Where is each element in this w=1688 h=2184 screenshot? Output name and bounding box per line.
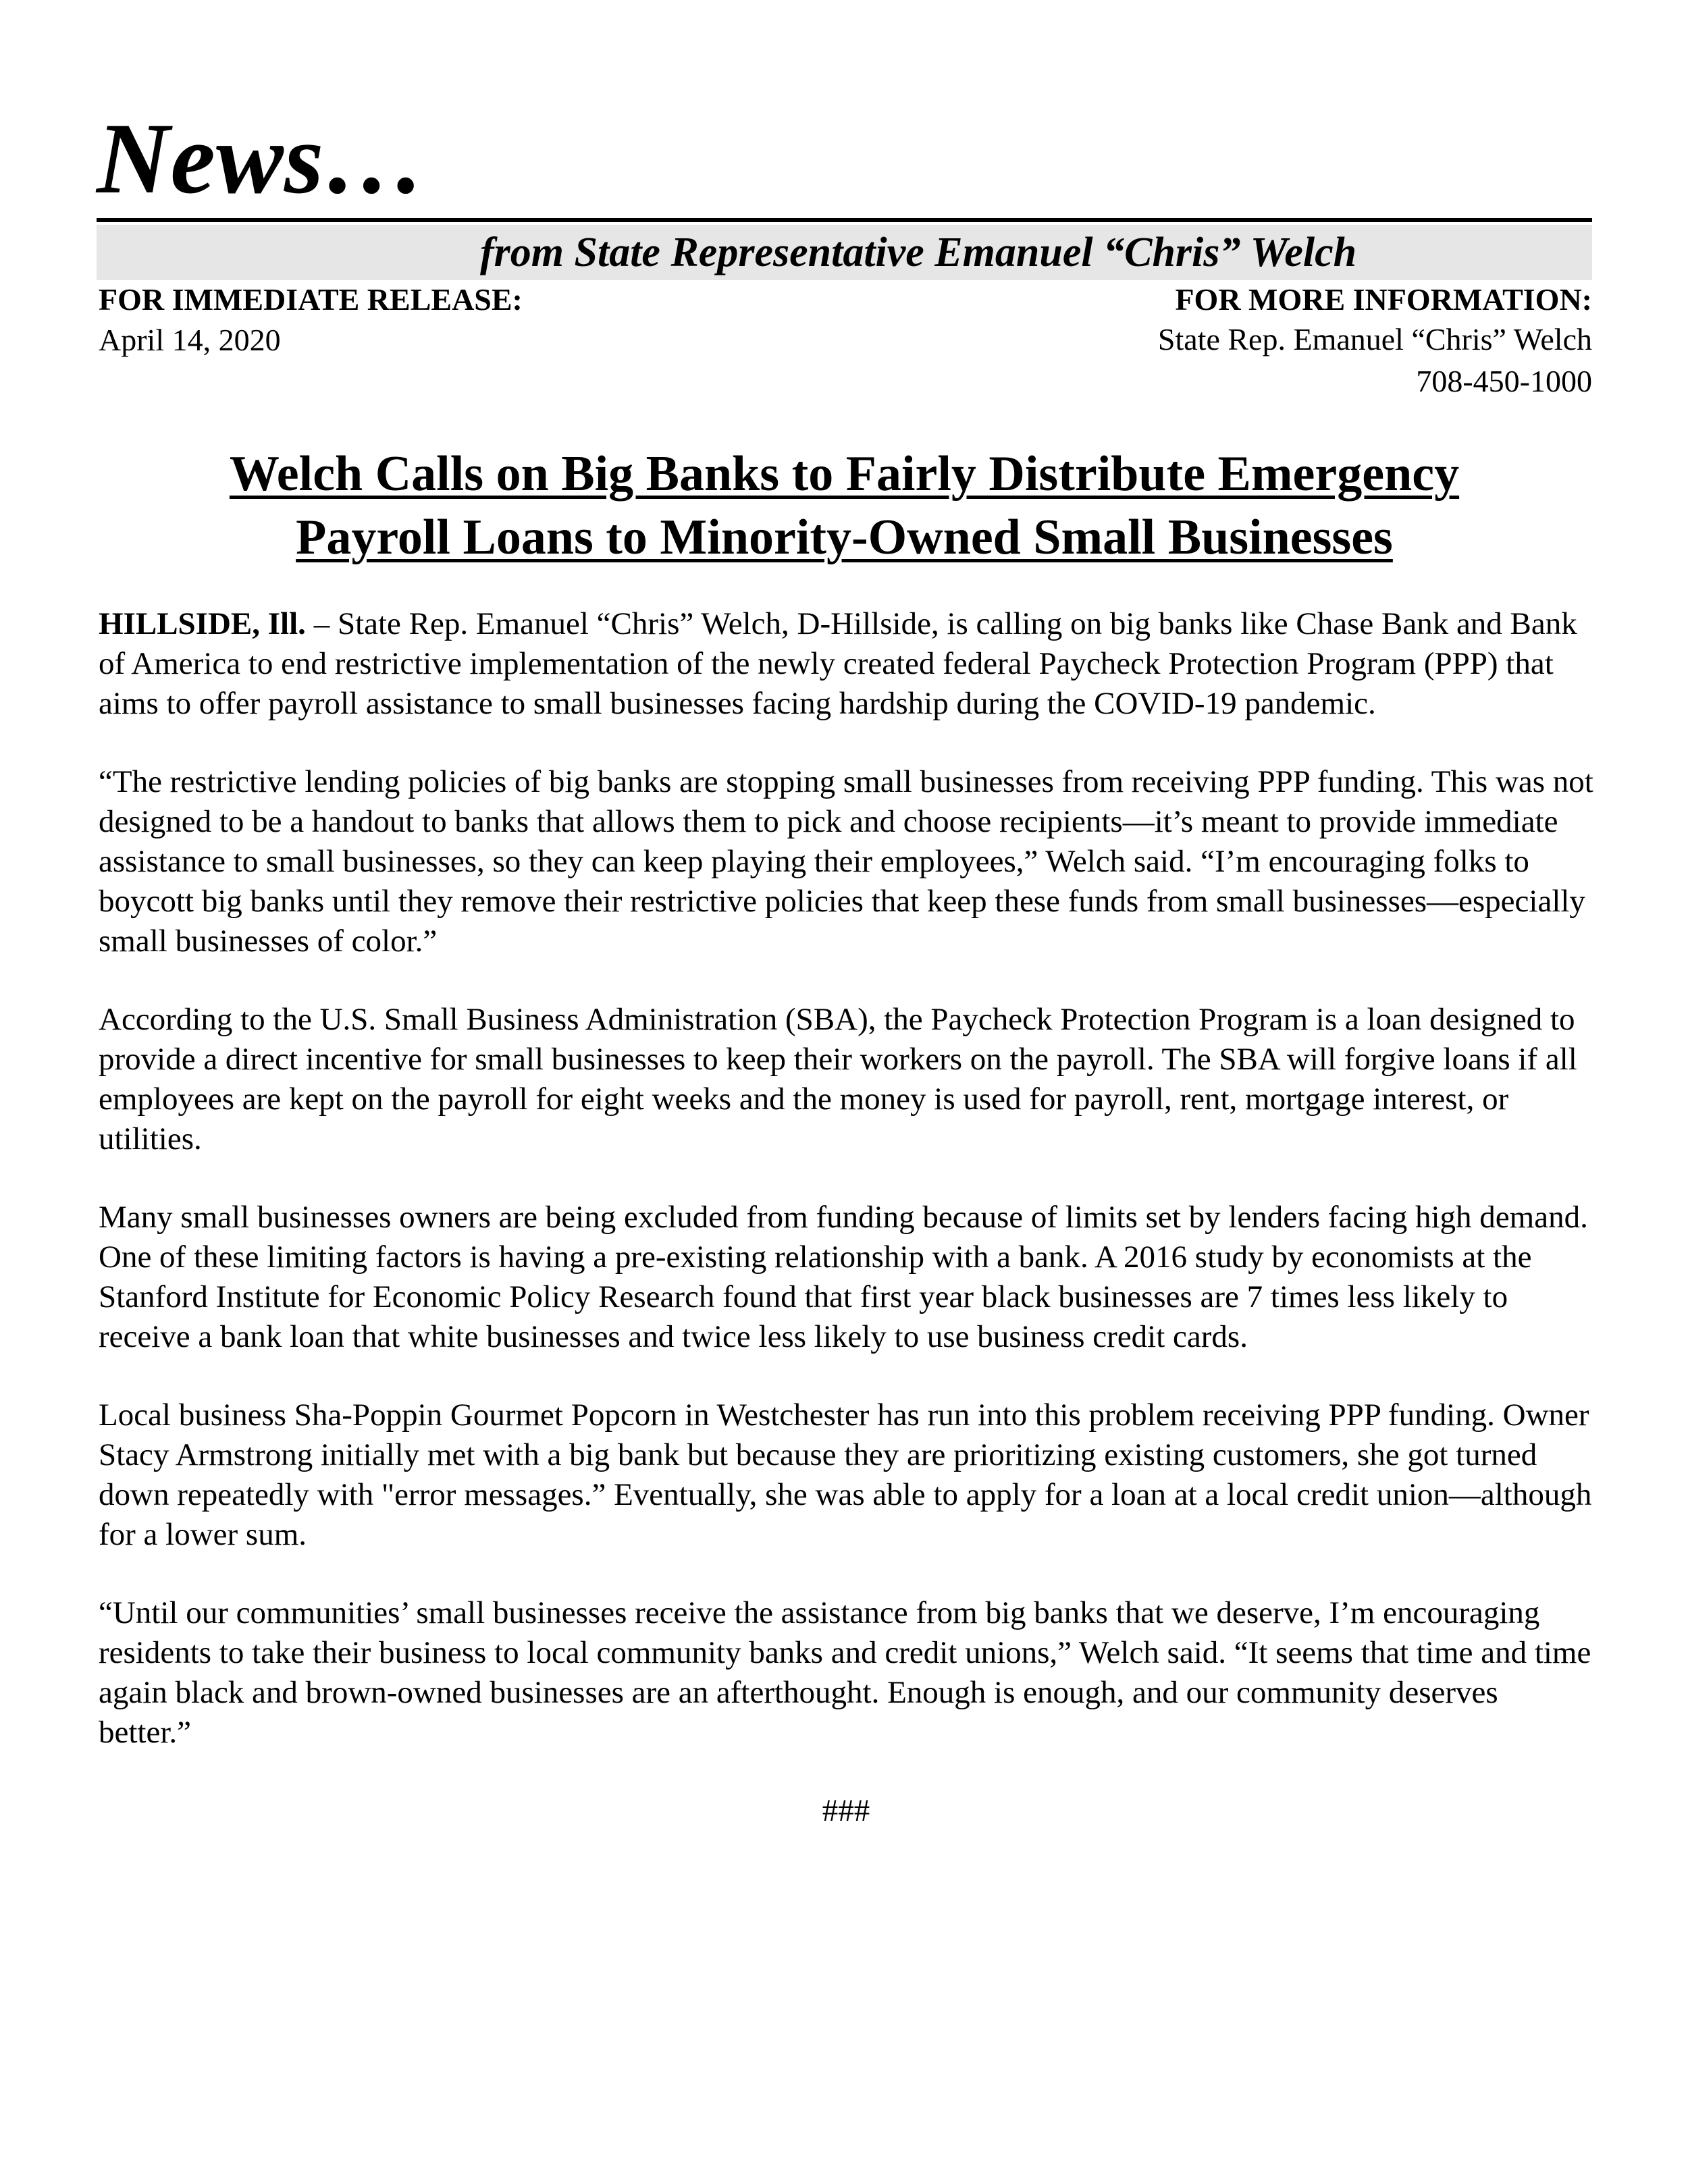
paragraph-6: “Until our communities’ small businesses receive the assistance from big banks that we deserve, I’m encouraging residents to take their business to local community banks and credit unions,” Welch said. “It seems that time and time again black and brown-owned businesses are an afterthought. Enough is enough, and our community deserves better.” (99, 1595, 1591, 1750)
masthead-from-line: from State Representative Emanuel “Chris” Welch (480, 230, 1357, 275)
release-label: FOR IMMEDIATE RELEASE: (99, 282, 523, 317)
contact-phone: 708-450-1000 (1416, 364, 1592, 398)
contact-block (1158, 281, 1592, 402)
release-date: April 14, 2020 (99, 323, 281, 357)
headline (97, 442, 1592, 569)
headline-line-2: Payroll Loans to Minority-Owned Small Businesses (296, 510, 1393, 565)
paragraph-1 (99, 604, 1593, 724)
paragraph-5: Local business Sha-Poppin Gourmet Popcorn in Westchester has run into this problem receiving PPP funding. Owner Stacy Armstrong initially met with a big bank but because they are prioritizing existing customers, she got turned down repeatedly with "error messages.” Eventually, she was able to apply for a loan at a local credit union—although for a lower sum. (99, 1397, 1592, 1552)
paragraph-3: According to the U.S. Small Business Administration (SBA), the Paycheck Protection Program is a loan designed to provide a direct incentive for small businesses to keep their workers on the payroll. The SBA will forgive loans if all employees are kept on the payroll for eight weeks and the money is used for payroll, rent, mortgage interest, or utilities. (99, 1002, 1577, 1156)
contact-label: FOR MORE INFORMATION: (1175, 282, 1592, 317)
paragraph-2: “The restrictive lending policies of big banks are stopping small businesses from receiving PPP funding. This was not designed to be a handout to banks that allows them to pick and choose recipients—it’s meant to provide immediate assistance to small businesses, so they can keep playing their employees,” Welch said. “I’m encouraging folks to boycott big banks until they remove their restrictive policies that keep these funds from small businesses—especially small businesses of color.” (99, 764, 1593, 959)
paragraph-4: Many small businesses owners are being excluded from funding because of limits set by lenders facing high demand. One of these limiting factors is having a pre-existing relationship with a bank. A 2016 study by economists at the Stanford Institute for Economic Policy Research found that first year black businesses are 7 times less likely to receive a bank loan that white businesses and twice less likely to use business credit cards. (99, 1200, 1588, 1354)
contact-name: State Rep. Emanuel “Chris” Welch (1157, 322, 1592, 356)
dateline: HILLSIDE, Ill. (99, 606, 306, 641)
end-mark: ### (822, 1793, 870, 1828)
masthead-rule (97, 218, 1592, 222)
headline-line-1: Welch Calls on Big Banks to Fairly Distribute Emergency (229, 446, 1460, 502)
masthead-title: News… (97, 103, 427, 215)
paragraph-1-text: – State Rep. Emanuel “Chris” Welch, D-Hillside, is calling on big banks like Chase Bank and Bank of America to end restrictive implementation of the newly created federal Paycheck Protection Program (PPP) that aims to offer payroll assistance to small businesses facing hardship during the COVID-19 pandemic. (99, 606, 1577, 721)
article-body (99, 604, 1593, 1869)
